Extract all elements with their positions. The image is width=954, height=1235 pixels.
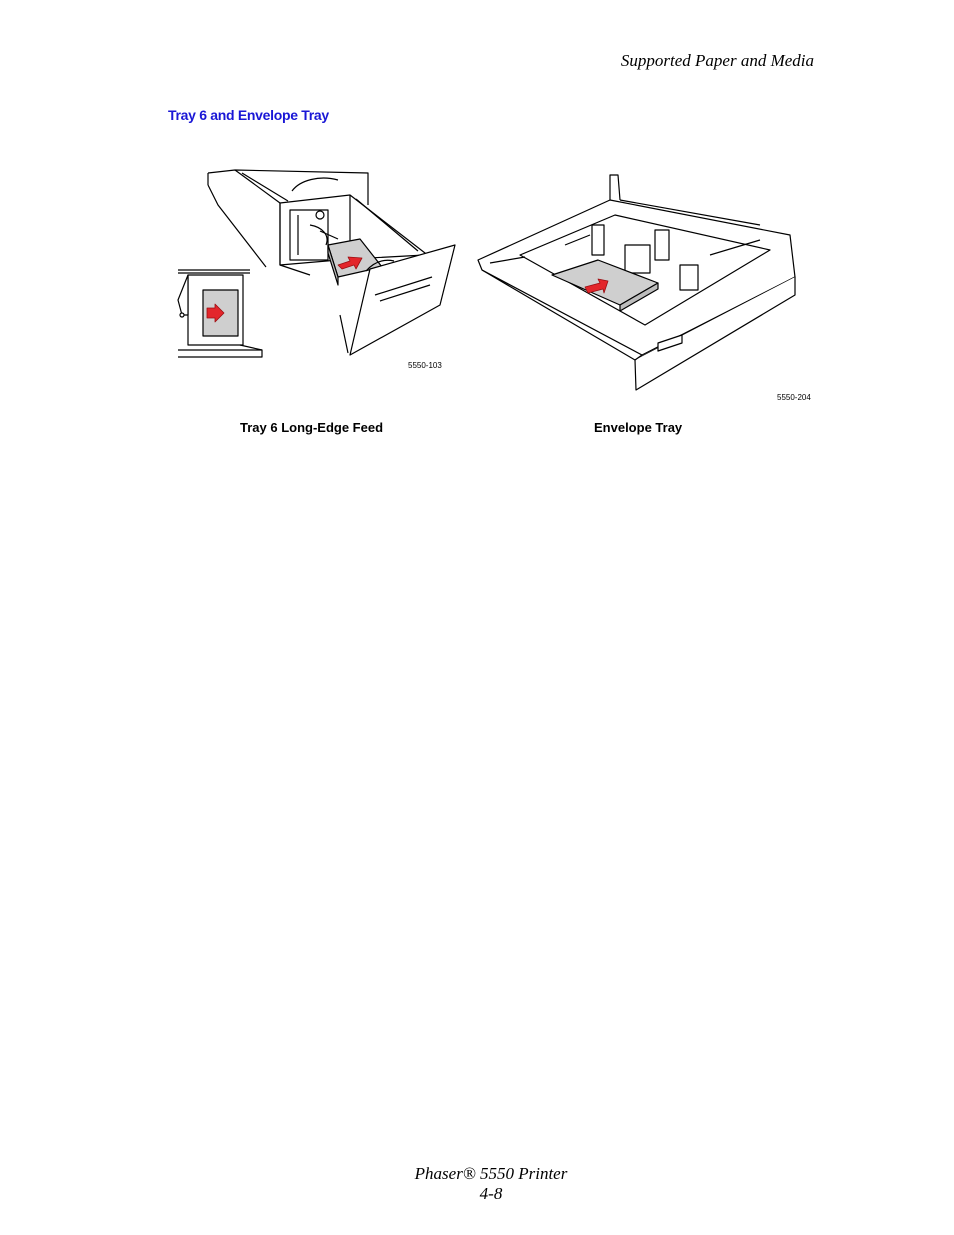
running-header: Supported Paper and Media [620,51,814,70]
figure-code: 5550-204 [777,393,811,402]
footer-product: Phaser® 5550 Printer [414,1164,568,1183]
figure-caption-tray6: Tray 6 Long-Edge Feed [240,420,384,435]
figure-code: 5550-103 [408,361,442,370]
tray6-illustration [170,165,460,375]
envelope-tray-illustration [470,165,815,410]
section-title: Tray 6 and Envelope Tray [168,107,329,123]
figure-caption-envelope: Envelope Tray [594,420,683,435]
footer-page-number: 4-8 [479,1184,503,1203]
